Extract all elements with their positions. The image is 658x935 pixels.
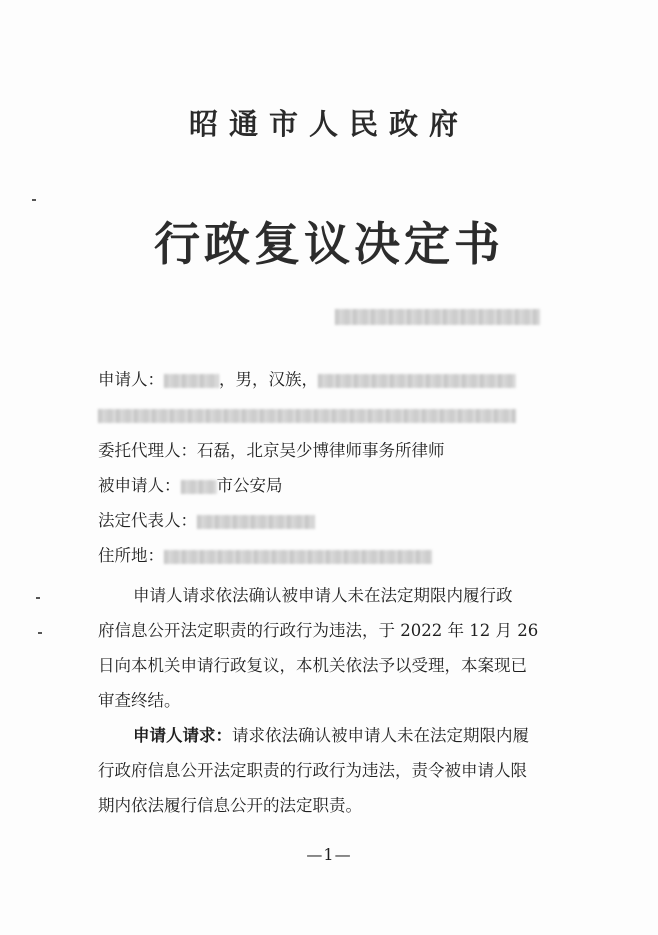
request-text: 请求依法确认被申请人未在法定期限内履 (232, 726, 529, 745)
paragraph-line: 期内依法履行信息公开的法定职责。 (98, 796, 362, 815)
address-label: 住所地： (98, 546, 164, 565)
redacted-applicant-name (164, 374, 219, 388)
respondent-label: 被申请人： (98, 476, 181, 495)
applicant-line (98, 370, 516, 390)
applicant-label: 申请人： (98, 370, 164, 389)
redacted-applicant-address (98, 409, 516, 423)
scan-speck (38, 632, 42, 634)
paragraph-line: 日向本机关申请行政复议，本机关依法予以受理，本案现已 (98, 656, 527, 675)
scan-speck (36, 597, 40, 599)
paragraph-line: 审查终结。 (98, 691, 181, 710)
request-heading: 申请人请求： (133, 726, 232, 745)
redacted-legal-rep (197, 515, 315, 529)
issuing-authority: 昭通市人民政府 (188, 107, 469, 141)
agent-line: 委托代理人：石磊，北京吴少博律师事务所律师 (98, 441, 445, 460)
document-title: 行政复议决定书 (154, 217, 504, 271)
respondent-name: 市公安局 (216, 476, 283, 495)
applicant-address-line (98, 405, 516, 425)
applicant-details: ，男，汉族， (219, 370, 318, 389)
legal-rep-line (98, 511, 315, 531)
page-number: —1— (306, 845, 352, 864)
redacted-respondent-city (181, 480, 217, 494)
redacted-document-number (335, 309, 540, 325)
paragraph-line: 行政府信息公开法定职责的行政行为违法，责令被申请人限 (98, 761, 527, 780)
paragraph-line (133, 722, 529, 746)
respondent-line (98, 476, 283, 496)
scan-speck (32, 199, 36, 201)
paragraph-line: 申请人请求依法确认被申请人未在法定期限内履行政 (133, 586, 513, 605)
address-line (98, 546, 432, 566)
legal-rep-label: 法定代表人： (98, 511, 197, 530)
paragraph-line: 府信息公开法定职责的行政行为违法，于 2022 年 12 月 26 (98, 621, 539, 640)
redacted-address (164, 550, 432, 564)
redacted-applicant-id (318, 374, 516, 388)
